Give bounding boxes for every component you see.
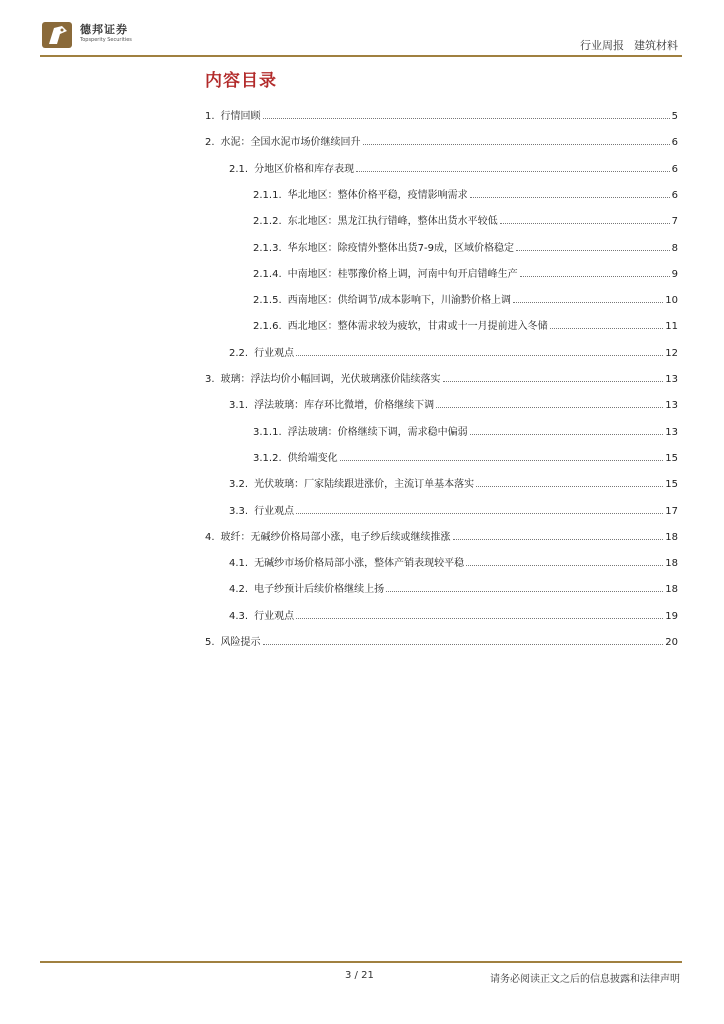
toc-entry-page: 6 [671, 137, 678, 148]
toc-entry-page: 15 [665, 479, 678, 490]
toc-entry[interactable] [253, 211, 678, 227]
toc-entry-page: 18 [665, 584, 678, 595]
toc-entry-title: 中南地区：桂鄂豫价格上调，河南中旬开启错峰生产 [287, 269, 518, 280]
toc-entry-number: 3.3. [229, 506, 249, 517]
legal-disclaimer: 请务必阅读正文之后的信息披露和法律声明 [490, 974, 680, 985]
toc-entry-page: 10 [665, 295, 678, 306]
toc-entry-number: 2.1.3. [253, 243, 282, 254]
toc-entry-page: 17 [665, 506, 678, 517]
toc-dot-leader [470, 434, 664, 435]
toc-entry-number: 2. [205, 137, 215, 148]
toc-entry-title: 玻璃：浮法均价小幅回调，光伏玻璃涨价陆续落实 [220, 374, 441, 385]
toc-entry[interactable] [205, 132, 678, 148]
toc-entry[interactable] [253, 264, 678, 280]
toc-entry[interactable] [205, 527, 678, 543]
toc-entry[interactable] [253, 422, 678, 438]
toc-entry-title: 华东地区：除疫情外整体出货7-9成，区域价格稳定 [287, 243, 514, 254]
toc-entry-title: 玻纤：无碱纱价格局部小涨，电子纱后续或继续推涨 [220, 532, 451, 543]
toc-entry[interactable] [205, 106, 678, 122]
toc-entry-page: 12 [665, 348, 678, 359]
toc-entry-page: 6 [671, 190, 678, 201]
toc-entry-number: 4. [205, 532, 215, 543]
toc-entry-number: 2.1.2. [253, 216, 282, 227]
toc-entry[interactable] [253, 448, 678, 464]
toc-entry-title: 风险提示 [220, 637, 261, 648]
toc-dot-leader [470, 197, 670, 198]
toc-entry-number: 3.1.2. [253, 453, 282, 464]
toc-entry-title: 行业观点 [254, 348, 295, 359]
toc-dot-leader [520, 276, 670, 277]
toc-dot-leader [550, 328, 664, 329]
toc-dot-leader [443, 381, 664, 382]
toc-dot-leader [466, 565, 663, 566]
toc-entry[interactable] [205, 369, 678, 385]
toc-entry[interactable] [229, 159, 678, 175]
toc-entry-page: 5 [671, 111, 678, 122]
toc-dot-leader [516, 250, 670, 251]
toc-entry[interactable] [229, 474, 678, 490]
toc-dot-leader [386, 591, 663, 592]
company-logo [40, 18, 160, 52]
toc-entry-page: 9 [671, 269, 678, 280]
toc-entry-number: 2.1.4. [253, 269, 282, 280]
toc-dot-leader [363, 144, 670, 145]
report-header-label [580, 37, 678, 53]
toc-entry[interactable] [253, 316, 678, 332]
toc-entry-number: 4.1. [229, 558, 249, 569]
toc-dot-leader [263, 118, 670, 119]
toc-entry[interactable] [205, 632, 678, 648]
toc-entry-page: 11 [665, 321, 678, 332]
toc-dot-leader [476, 486, 663, 487]
toc-entry-title: 浮法玻璃：库存环比微增，价格继续下调 [254, 400, 435, 411]
toc-entry-page: 13 [665, 427, 678, 438]
toc-entry-title: 电子纱预计后续价格继续上扬 [254, 584, 385, 595]
brand-name-en: Topsperity Securities [80, 37, 132, 43]
toc-entry-number: 3.1. [229, 400, 249, 411]
footer-divider [40, 961, 682, 963]
toc-entry-title: 光伏玻璃：厂家陆续跟进涨价，主流订单基本落实 [254, 479, 475, 490]
toc-entry-page: 20 [665, 637, 678, 648]
toc-entry-title: 无碱纱市场价格局部小涨，整体产销表现较平稳 [254, 558, 465, 569]
toc-dot-leader [513, 302, 663, 303]
toc-entry-number: 3.1.1. [253, 427, 282, 438]
toc-entry-number: 2.1.1. [253, 190, 282, 201]
toc-dot-leader [263, 644, 664, 645]
toc-entry-title: 西北地区：整体需求较为疲软，甘肃或十一月提前进入冬储 [287, 321, 548, 332]
toc-dot-leader [500, 223, 670, 224]
toc-dot-leader [453, 539, 664, 540]
toc-entry-page: 6 [671, 164, 678, 175]
toc-entry-title: 东北地区：黑龙江执行错峰，整体出货水平较低 [287, 216, 498, 227]
toc-entry-page: 13 [665, 374, 678, 385]
toc-entry[interactable] [229, 606, 678, 622]
toc-entry-title: 供给端变化 [287, 453, 338, 464]
toc-entry-number: 2.1.5. [253, 295, 282, 306]
toc-entry-title: 华北地区：整体价格平稳，疫情影响需求 [287, 190, 468, 201]
toc-entry-number: 5. [205, 637, 215, 648]
report-sector: 建筑材料 [634, 39, 678, 52]
toc-entry-number: 2.2. [229, 348, 249, 359]
toc-entry[interactable] [229, 501, 678, 517]
toc-entry-number: 4.2. [229, 584, 249, 595]
toc-dot-leader [296, 618, 663, 619]
toc-entry-page: 7 [671, 216, 678, 227]
toc-entry-number: 3.2. [229, 479, 249, 490]
report-type: 行业周报 [580, 39, 624, 52]
toc-entry-number: 2.1. [229, 164, 249, 175]
brand-name-cn: 德邦证券 [80, 23, 128, 36]
toc-entry[interactable] [229, 553, 678, 569]
toc-entry[interactable] [253, 290, 678, 306]
toc-entry-page: 19 [665, 611, 678, 622]
toc-dot-leader [296, 355, 663, 356]
toc-entry-page: 15 [665, 453, 678, 464]
toc-entry-number: 3. [205, 374, 215, 385]
toc-entry-number: 4.3. [229, 611, 249, 622]
toc-entry-page: 8 [671, 243, 678, 254]
toc-entry[interactable] [229, 579, 678, 595]
toc-entry-number: 1. [205, 111, 215, 122]
toc-entry-title: 行业观点 [254, 611, 295, 622]
toc-dot-leader [436, 407, 663, 408]
toc-entry-page: 18 [665, 532, 678, 543]
toc-entry-page: 13 [665, 400, 678, 411]
toc-title: 内容目录 [205, 71, 277, 91]
page-indicator: 3 / 21 [345, 970, 374, 981]
toc-entry-title: 分地区价格和库存表现 [254, 164, 355, 175]
toc-entry-title: 西南地区：供给调节/成本影响下，川渝黔价格上调 [287, 295, 511, 306]
toc-entry-title: 行情回顾 [220, 111, 261, 122]
toc-dot-leader [296, 513, 663, 514]
logo-mark-icon [40, 18, 74, 52]
header-divider [40, 55, 682, 57]
toc-entry[interactable] [229, 343, 678, 359]
toc-entry[interactable] [229, 395, 678, 411]
toc-dot-leader [340, 460, 664, 461]
toc-dot-leader [356, 171, 670, 172]
toc-entry-title: 行业观点 [254, 506, 295, 517]
toc-entry[interactable] [253, 238, 678, 254]
toc-entry-number: 2.1.6. [253, 321, 282, 332]
toc-entry-title: 水泥：全国水泥市场价继续回升 [220, 137, 361, 148]
toc-entry[interactable] [253, 185, 678, 201]
toc-entry-title: 浮法玻璃：价格继续下调，需求稳中偏弱 [287, 427, 468, 438]
toc-entry-page: 18 [665, 558, 678, 569]
